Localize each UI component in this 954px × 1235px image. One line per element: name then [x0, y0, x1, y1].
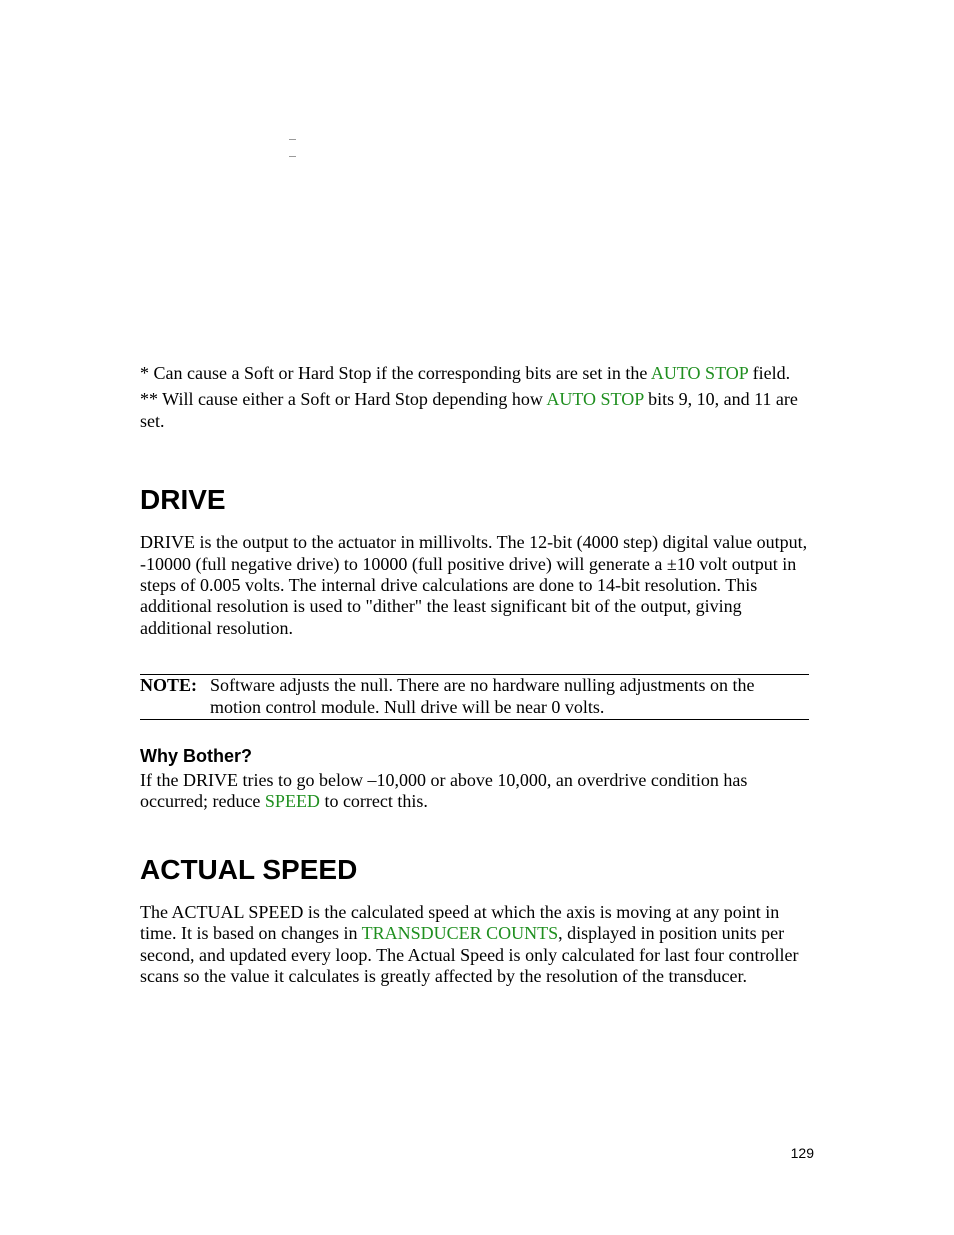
why-bother-paragraph	[140, 770, 810, 813]
page-number: 129	[790, 1145, 814, 1161]
auto-stop-link[interactable]: AUTO STOP	[650, 363, 749, 383]
transducer-counts-link[interactable]: TRANSDUCER COUNTS	[361, 923, 559, 944]
footnote-single-star	[140, 363, 810, 384]
paragraph-text: to correct this.	[319, 791, 428, 812]
footnote-text: ** Will cause either a Soft or Hard Stop depending how	[140, 389, 547, 410]
actual-speed-heading: ACTUAL SPEED	[140, 853, 358, 885]
footnote-text: * Can cause a Soft or Hard Stop if the corresponding bits are set in the	[140, 363, 651, 383]
footnote-text: bits 9, 10, and 11 are set.	[140, 389, 798, 431]
dash-mark	[289, 156, 296, 157]
table-remnant-marks	[289, 139, 297, 173]
footnote-text: field.	[748, 363, 791, 383]
note-box	[140, 674, 809, 720]
paragraph-text: , displayed in position units per second, and updated every loop. The Actual Speed is only calculated for last four controller scans so the value it calculates is greatly affected by the resolution of the transducer.	[140, 923, 799, 987]
paragraph-text: If the DRIVE tries to go below –10,000 or above 10,000, an overdrive condition has occurred; reduce	[140, 770, 748, 812]
footnote-double-star	[140, 389, 810, 432]
note-label: NOTE:	[140, 675, 198, 696]
page-content	[140, 363, 810, 988]
drive-paragraph: DRIVE is the output to the actuator in millivolts. The 12-bit (4000 step) digital value output, -10000 (full negative drive) to 10000 (full positive drive) will generate a ±10 volt output in steps of 0.005 volts. The internal drive calculations are done to 14-bit resolution. This additional resolution is used to "dither" the least significant bit of the output, giving additional resolution.	[140, 532, 808, 638]
paragraph-text: The ACTUAL SPEED is the calculated speed at which the axis is moving at any point in time. It is based on changes in	[140, 901, 780, 944]
speed-link[interactable]: SPEED	[264, 791, 320, 812]
actual-speed-paragraph	[140, 902, 810, 988]
note-text: Software adjusts the null. There are no hardware nulling adjustments on the motion control module. Null drive will be near 0 volts.	[210, 675, 755, 717]
drive-heading: DRIVE	[140, 484, 226, 516]
dash-mark	[289, 139, 296, 140]
auto-stop-link[interactable]: AUTO STOP	[546, 389, 644, 410]
why-bother-heading: Why Bother?	[140, 746, 252, 767]
